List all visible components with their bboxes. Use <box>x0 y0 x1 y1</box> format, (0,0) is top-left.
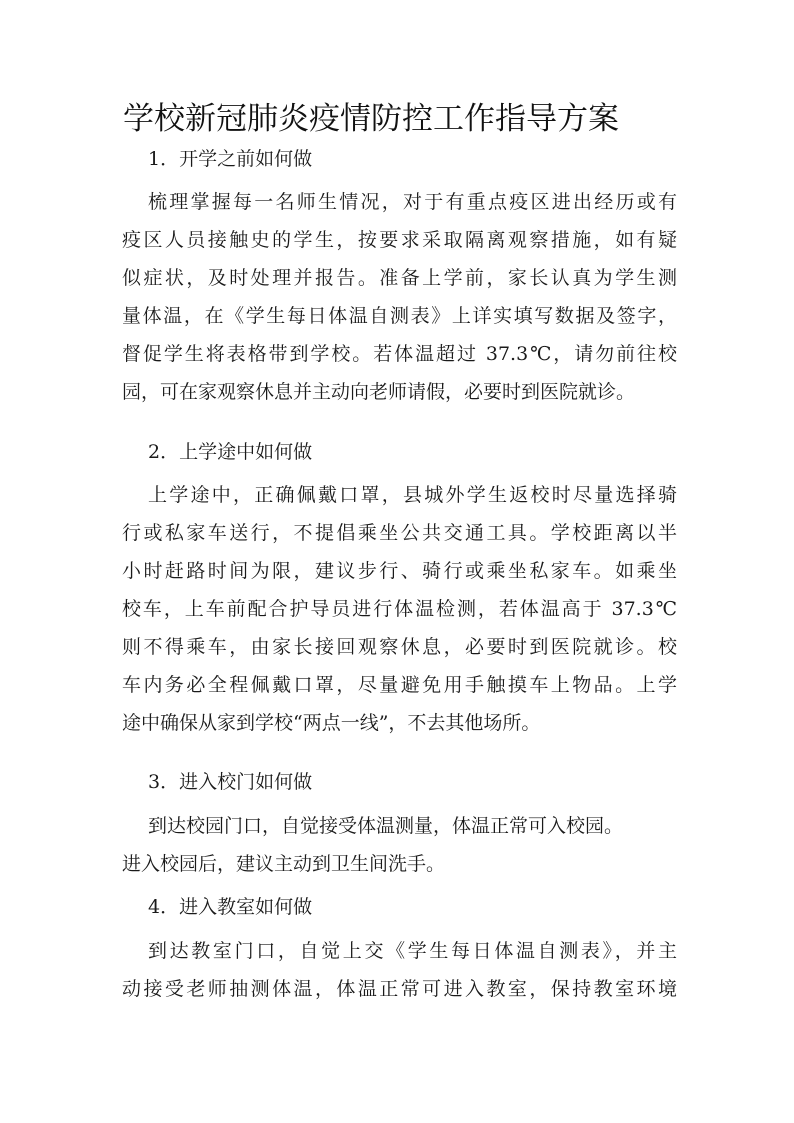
paragraph-line: 梳理掌握每一名师生情况，对于有重点疫区进出经历或有 <box>148 191 677 213</box>
paragraph-line: 行或私家车送行，不提倡乘坐公共交通工具。学校距离以半 <box>122 522 677 544</box>
section-paragraph <box>122 183 677 411</box>
paragraph-line: 疫区人员接触史的学生，按要求采取隔离观察措施，如有疑 <box>122 229 677 251</box>
section-paragraph <box>122 807 677 883</box>
paragraph-line: 量体温，在《学生每日体温自测表》上详实填写数据及签字， <box>122 305 677 327</box>
paragraph-line: 督促学生将表格带到学校。若体温超过 37.3℃，请勿前往校 <box>122 343 677 365</box>
paragraph-line: 途中确保从家到学校“两点一线”，不去其他场所。 <box>122 712 541 734</box>
document-title: 学校新冠肺炎疫情防控工作指导方案 <box>123 101 619 137</box>
paragraph-line: 小时赶路时间为限，建议步行、骑行或乘坐私家车。如乘坐 <box>122 560 677 582</box>
paragraph-line: 园，可在家观察休息并主动向老师请假，必要时到医院就诊。 <box>122 381 636 403</box>
paragraph-line: 进入校园后，建议主动到卫生间洗手。 <box>122 853 446 875</box>
paragraph-line: 到达教室门口，自觉上交《学生每日体温自测表》，并主 <box>148 940 677 962</box>
paragraph-line: 到达校园门口，自觉接受体温测量，体温正常可入校园。 <box>148 815 624 837</box>
paragraph-line: 车内务必全程佩戴口罩，尽量避免用手触摸车上物品。上学 <box>122 674 677 696</box>
section-heading: 4．进入教室如何做 <box>148 896 313 918</box>
section-paragraph <box>122 932 677 1008</box>
paragraph-line: 似症状，及时处理并报告。准备上学前，家长认真为学生测 <box>122 267 677 289</box>
paragraph-line: 校车，上车前配合护导员进行体温检测，若体温高于 37.3℃ <box>122 598 677 620</box>
section-paragraph <box>122 476 677 742</box>
paragraph-line: 动接受老师抽测体温，体温正常可进入教室，保持教室环境 <box>122 978 677 1000</box>
section-heading: 1．开学之前如何做 <box>148 148 313 170</box>
section-heading: 2．上学途中如何做 <box>148 441 313 463</box>
paragraph-line: 则不得乘车，由家长接回观察休息，必要时到医院就诊。校 <box>122 636 677 658</box>
section-heading: 3．进入校门如何做 <box>148 771 313 793</box>
paragraph-line: 上学途中，正确佩戴口罩，县城外学生返校时尽量选择骑 <box>148 484 677 506</box>
